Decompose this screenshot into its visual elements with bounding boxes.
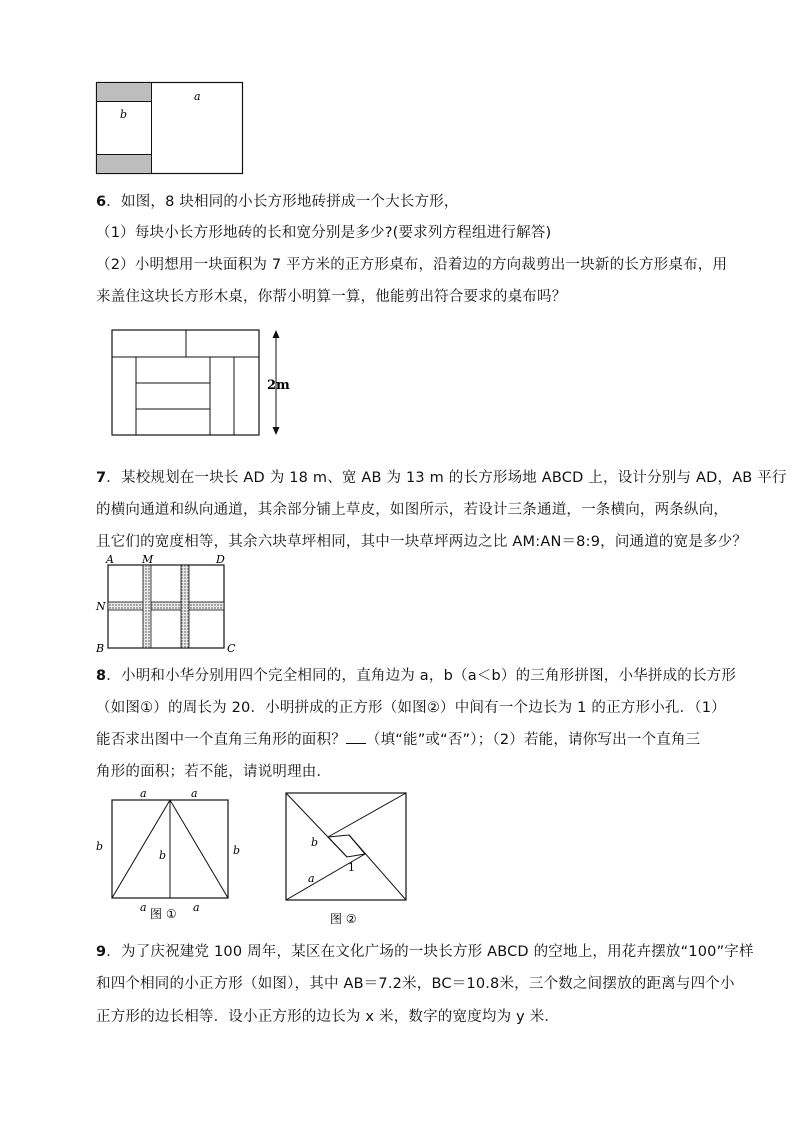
- shaded-top: [97, 83, 152, 102]
- q9-line1: 9．为了庆祝建党 100 周年，某区在文化广场的一块长方形 ABCD 的空地上，用花卉摆放“100”字样: [96, 944, 754, 960]
- figure-q6: [110, 328, 300, 438]
- label-a: a: [308, 872, 315, 885]
- q7-line2: 的横向通道和纵向通道，其余部分铺上草皮，如图所示，若设计三条通道，一条横向，两条纵向，: [96, 502, 729, 518]
- caption-fig2: 图 ②: [330, 912, 357, 926]
- figure-q7: [94, 553, 244, 653]
- label-b: b: [311, 836, 319, 849]
- label-A: A: [106, 553, 114, 566]
- label-N: N: [96, 600, 106, 613]
- caption-fig1: 图 ①: [150, 907, 177, 921]
- figure-q8-1: [92, 784, 252, 924]
- label-b-center: b: [159, 849, 167, 862]
- label-a-bottom-left: a: [140, 901, 147, 914]
- label-2m: 2m: [267, 378, 290, 393]
- q6-line1: 6．如图，8 块相同的小长方形地砖拼成一个大长方形，: [96, 194, 459, 210]
- label-B: B: [96, 642, 105, 655]
- label-a-top-right: a: [191, 787, 198, 800]
- label-b-left: b: [96, 840, 104, 853]
- label-M: M: [142, 553, 154, 566]
- label-a-top-left: a: [140, 787, 147, 800]
- label-1: 1: [348, 861, 355, 874]
- q8-line4: 角形的面积；若不能，请说明理由．: [96, 764, 332, 780]
- figure-q5: [96, 82, 246, 176]
- answer-blank[interactable]: [346, 731, 366, 744]
- label-D: D: [216, 553, 225, 566]
- q6-line2: （1）每块小长方形地砖的长和宽分别是多少?(要求列方程组进行解答): [96, 225, 552, 241]
- figure-q8-2: [282, 790, 412, 930]
- q6-line4: 来盖住这块长方形木桌，你帮小明算一算，他能剪出符合要求的桌布吗？: [96, 289, 567, 305]
- label-C: C: [227, 642, 236, 655]
- label-a-bottom-right: a: [193, 901, 200, 914]
- shaded-bottom: [97, 155, 152, 174]
- q7-line3: 且它们的宽度相等，其余六块草坪相同，其中一块草坪两边之比 AM:AN＝8:9，问通道的宽是多少？: [96, 534, 748, 550]
- q9-line2: 和四个相同的小正方形（如图），其中 AB＝7.2米，BC＝10.8米，三个数之间摆放的距离与四个小: [96, 976, 735, 992]
- label-b: b: [120, 108, 128, 121]
- label-a: a: [194, 90, 201, 103]
- q9-line3: 正方形的边长相等．设小正方形的边长为 x 米，数字的宽度均为 y 米．: [96, 1009, 560, 1025]
- label-b-right: b: [233, 844, 241, 857]
- q7-line1: 7．某校规划在一块长 AD 为 18 m、宽 AB 为 13 m 的长方形场地 ABCD 上，设计分别与 AD，AB 平行: [96, 470, 787, 486]
- q6-line3: （2）小明想用一块面积为 7 平方米的正方形桌布，沿着边的方向裁剪出一块新的长方形桌布，用: [96, 257, 728, 273]
- q8-line3: 能否求出图中一个直角三角形的面积？ （填“能”或“否”）；（2）若能，请你写出一个直角三: [96, 732, 701, 748]
- q8-line1: 8．小明和小华分别用四个完全相同的，直角边为 a，b（a＜b）的三角形拼图，小华拼成的长方形: [96, 668, 737, 684]
- q8-line2: （如图①）的周长为 20．小明拼成的正方形（如图②）中间有一个边长为 1 的正方形小孔．（1）: [96, 700, 726, 716]
